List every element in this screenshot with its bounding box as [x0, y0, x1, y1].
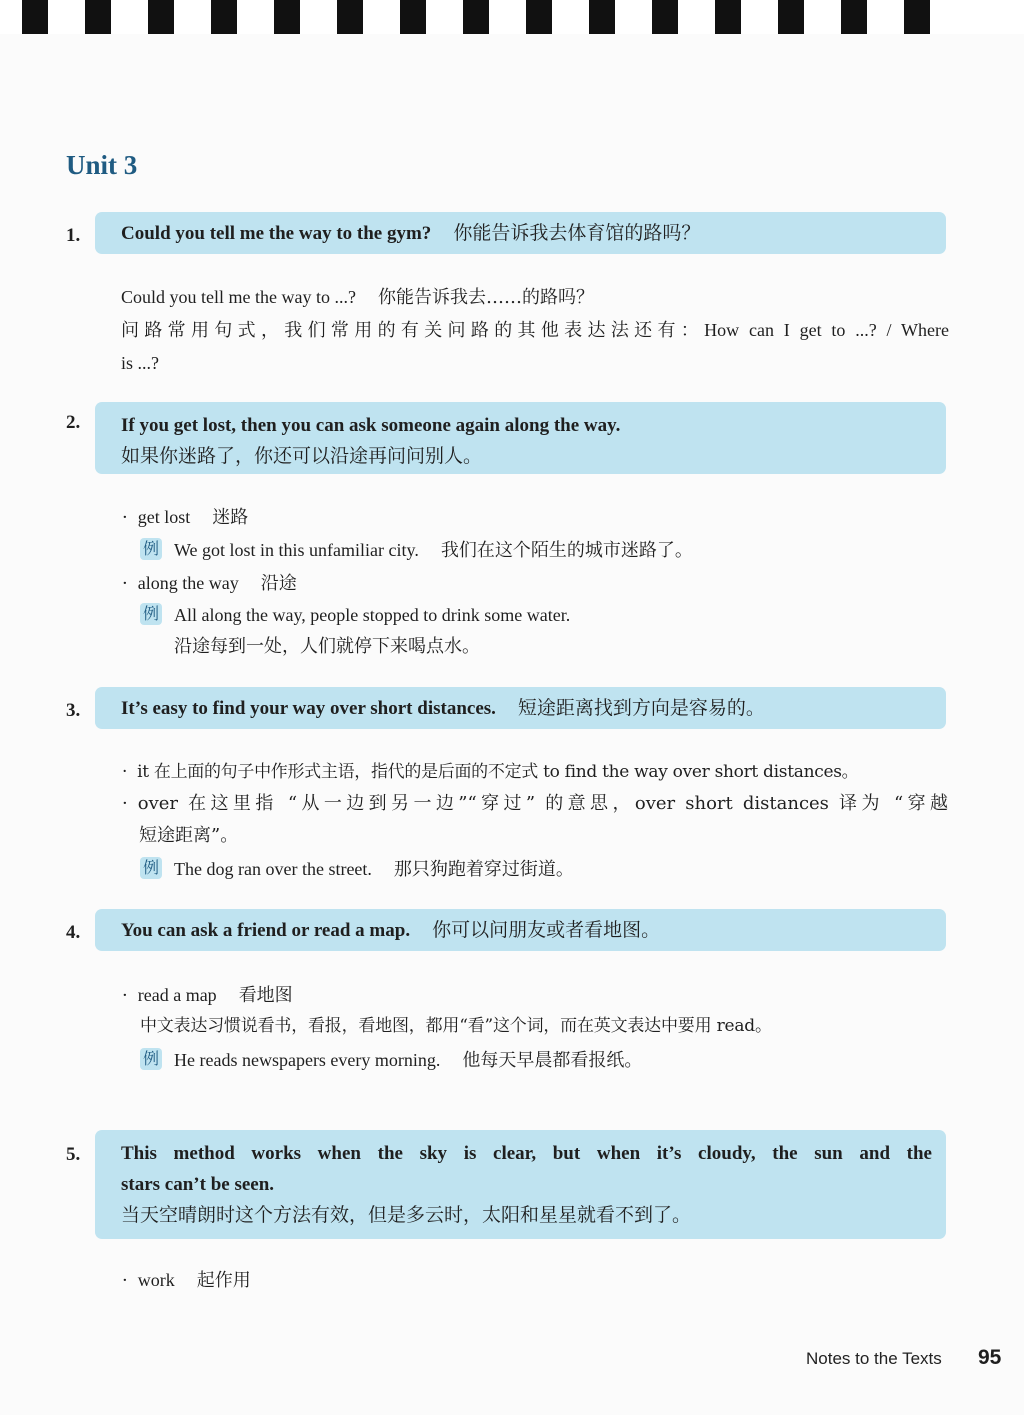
- bullet-dot: ·: [122, 985, 128, 1006]
- bullet-item: [122, 979, 293, 1012]
- sentence-band: [95, 402, 946, 474]
- note-explanation: [121, 281, 949, 379]
- sentence-cn: 你可以问朋友或者看地图。: [432, 919, 661, 941]
- note-number: 2.: [66, 412, 81, 433]
- binding-hole: [337, 0, 363, 34]
- explanation-cn: 你能告诉我去……的路吗？: [377, 287, 594, 308]
- note-number: 1.: [66, 225, 81, 246]
- bullet-text: it 在上面的句子中作形式主语，指代的是后面的不定式 to find the way over short distances。: [137, 762, 859, 782]
- note-number: 3.: [66, 700, 81, 721]
- note-number: 4.: [66, 922, 81, 943]
- bullet-item: [122, 1264, 251, 1297]
- binding-hole: [778, 0, 804, 34]
- sentence-band: [95, 212, 946, 254]
- sentence-band: [95, 1130, 946, 1239]
- binding-hole: [715, 0, 741, 34]
- example-marker: 例: [140, 603, 162, 625]
- bullet-dot: ·: [122, 793, 128, 814]
- sentence-en: You can ask a friend or read a map.: [121, 920, 411, 941]
- gloss: 起作用: [196, 1270, 251, 1291]
- bullet-text: over 在这里指 “从一边到另一边”“穿过” 的意思，over short distances 译为 “穿越: [137, 793, 948, 814]
- bullet-dot: ·: [122, 573, 128, 594]
- term: along the way: [137, 573, 239, 593]
- sentence-en: stars can’t be seen.: [121, 1174, 275, 1195]
- gloss: 迷路: [212, 507, 249, 528]
- explanation-line: [121, 314, 949, 347]
- term: work: [137, 1270, 175, 1290]
- example-cn: 我们在这个陌生的城市迷路了。: [440, 540, 693, 561]
- example-en: We got lost in this unfamiliar city.: [174, 540, 419, 560]
- binding-strip: [0, 0, 1024, 34]
- binding-hole: [274, 0, 300, 34]
- note-number: 5.: [66, 1144, 81, 1165]
- explanation-cn: 问路常用句式，我们常用的有关问路的其他表达法还有：: [121, 320, 705, 341]
- explanation-en: Could you tell me the way to ...?: [121, 287, 356, 307]
- bullet-item: [122, 788, 948, 852]
- example-en: All along the way, people stopped to drink some water.: [174, 605, 571, 625]
- binding-hole: [148, 0, 174, 34]
- example: [140, 853, 574, 886]
- sentence-en: It’s easy to find your way over short distances.: [121, 698, 496, 719]
- sentence-en: This method works when the sky is clear, but when it’s cloudy, the sun and the: [121, 1143, 932, 1164]
- bullet-dot: ·: [122, 507, 128, 528]
- example-en: The dog ran over the street.: [174, 859, 372, 879]
- example-cn: 沿途每到一处，人们就停下来喝点水。: [174, 636, 480, 657]
- binding-hole: [400, 0, 426, 34]
- gloss: 沿途: [260, 573, 297, 594]
- bullet-line: 短途距离”。: [139, 825, 239, 846]
- explanation-en: How can I get to ...? / Where: [704, 320, 950, 340]
- example-marker: 例: [140, 538, 162, 560]
- example-en: He reads newspapers every morning.: [174, 1050, 441, 1070]
- sentence-band: [95, 687, 946, 729]
- term: read a map: [137, 985, 217, 1005]
- example: [140, 599, 570, 632]
- sentence-cn: 你能告诉我去体育馆的路吗？: [453, 222, 701, 244]
- gloss: 看地图: [238, 985, 293, 1006]
- example-cn: 那只狗跑着穿过街道。: [393, 859, 574, 880]
- binding-hole: [463, 0, 489, 34]
- explanation-line: is ...?: [121, 353, 159, 373]
- sentence-en: If you get lost, then you can ask someone again along the way.: [121, 415, 621, 436]
- sentence-en: Could you tell me the way to the gym?: [121, 223, 432, 244]
- binding-hole: [589, 0, 615, 34]
- footer-label: Notes to the Texts: [806, 1349, 942, 1368]
- bullet-line: [122, 788, 948, 820]
- explanation: 中文表达习惯说看书，看报，看地图，都用“看”这个词，而在英文表达中要用 read。: [140, 1016, 772, 1036]
- example-marker: 例: [140, 857, 162, 879]
- bullet-item: [122, 756, 952, 788]
- example: [140, 534, 693, 567]
- sentence-cn: 当天空晴朗时这个方法有效，但是多云时，太阳和星星就看不到了。: [121, 1204, 692, 1226]
- example: [140, 1044, 642, 1077]
- binding-hole: [211, 0, 237, 34]
- page-number: 95: [978, 1346, 1002, 1369]
- sentence-cn: 短途距离找到方向是容易的。: [517, 697, 765, 719]
- binding-hole: [841, 0, 867, 34]
- sentence-cn: 如果你迷路了，你还可以沿途再问问别人。: [121, 445, 483, 467]
- bullet-dot: ·: [122, 762, 128, 782]
- sentence-band: [95, 909, 946, 951]
- binding-hole: [904, 0, 930, 34]
- term: get lost: [137, 507, 191, 527]
- binding-hole: [652, 0, 678, 34]
- example-marker: 例: [140, 1048, 162, 1070]
- example-cn: 他每天早晨都看报纸。: [462, 1050, 643, 1071]
- bullet-item: [122, 567, 297, 600]
- binding-hole: [526, 0, 552, 34]
- bullet-item: [122, 501, 248, 534]
- binding-hole: [22, 0, 48, 34]
- unit-title: Unit 3: [66, 150, 138, 180]
- binding-hole: [85, 0, 111, 34]
- explanation-line: [121, 281, 949, 314]
- bullet-dot: ·: [122, 1270, 128, 1291]
